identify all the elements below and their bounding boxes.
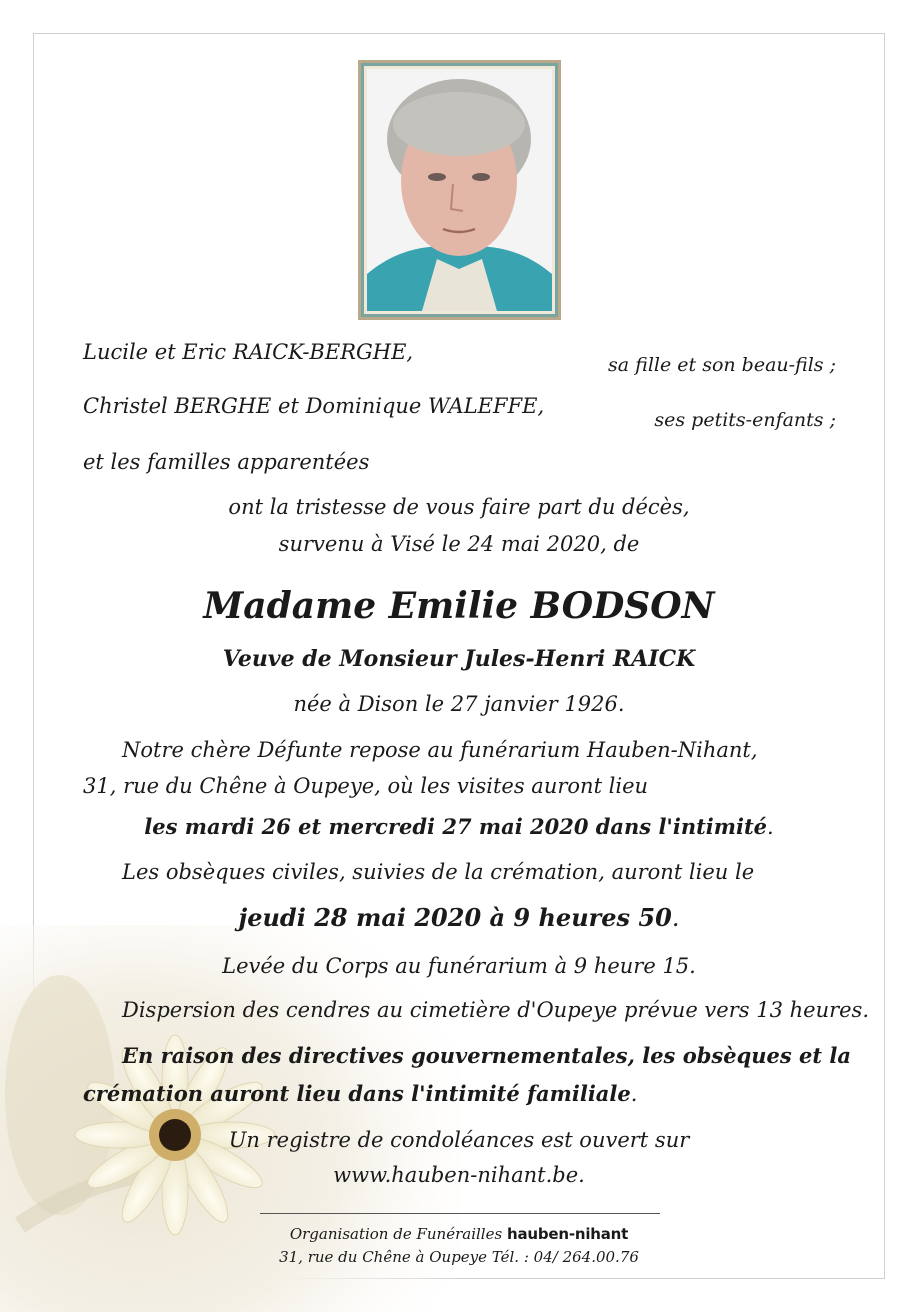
family-line-1-name: Lucile et Eric RAICK-BERGHE,	[83, 340, 414, 364]
family-line-1-relation: sa fille et son beau-fils ;	[608, 354, 836, 376]
deceased-name: Madame Emilie BODSON	[203, 585, 715, 627]
funeral-dispersion: Dispersion des cendres au cimetière d'Oupeye prévue vers 13 heures.	[122, 998, 870, 1022]
deceased-spouse: Veuve de Monsieur Jules-Henri RAICK	[222, 646, 696, 672]
footer-brand-logo: hauben-nihant	[506, 1225, 629, 1243]
portrait-frame	[358, 60, 561, 320]
visits-dates-bold: les mardi 26 et mercredi 27 mai 2020 dans l'intimité	[144, 814, 768, 839]
condolences-line-1: Un registre de condoléances est ouvert sur	[228, 1128, 690, 1152]
visits-line-2: 31, rue du Chêne à Oupeye, où les visites auront lieu	[83, 774, 649, 798]
visits-line-1: Notre chère Défunte repose au funérarium Hauben-Nihant,	[122, 738, 758, 762]
footer-address: 31, rue du Chêne à Oupeye Tél. : 04/ 264.00.76	[279, 1248, 639, 1266]
funeral-date-period: .	[671, 904, 680, 932]
family-line-2-relation: ses petits-enfants ;	[654, 409, 836, 431]
portrait-image	[367, 69, 552, 311]
funeral-date-bold: jeudi 28 mai 2020 à 9 heures 50	[238, 903, 672, 932]
funeral-date	[0, 903, 918, 932]
notice-line-1: En raison des directives gouvernementales, les obsèques et la	[122, 1043, 851, 1068]
announcement-line-1: ont la tristesse de vous faire part du décès,	[228, 495, 690, 519]
footer-org-prefix: Organisation de Funérailles	[289, 1225, 503, 1243]
notice-line-2-bold: crémation auront lieu dans l'intimité familiale	[83, 1081, 631, 1106]
funeral-levee: Levée du Corps au funérarium à 9 heure 15.	[222, 954, 696, 978]
condolences-url[interactable]: www.hauben-nihant.be.	[333, 1163, 585, 1187]
footer-organisation	[0, 1225, 918, 1243]
family-line-3: et les familles apparentées	[83, 450, 370, 474]
family-line-2-name: Christel BERGHE et Dominique WALEFFE,	[83, 394, 545, 418]
visits-dates	[0, 814, 918, 839]
announcement-line-2: survenu à Visé le 24 mai 2020, de	[278, 532, 640, 556]
visits-dates-period: .	[767, 815, 774, 839]
portrait-photo	[364, 66, 555, 314]
notice-line-2	[83, 1081, 637, 1106]
funeral-line-1: Les obsèques civiles, suivies de la crémation, auront lieu le	[122, 860, 755, 884]
deceased-birth: née à Dison le 27 janvier 1926.	[293, 692, 625, 716]
footer-separator	[260, 1213, 660, 1214]
notice-line-2-period: .	[630, 1082, 638, 1106]
